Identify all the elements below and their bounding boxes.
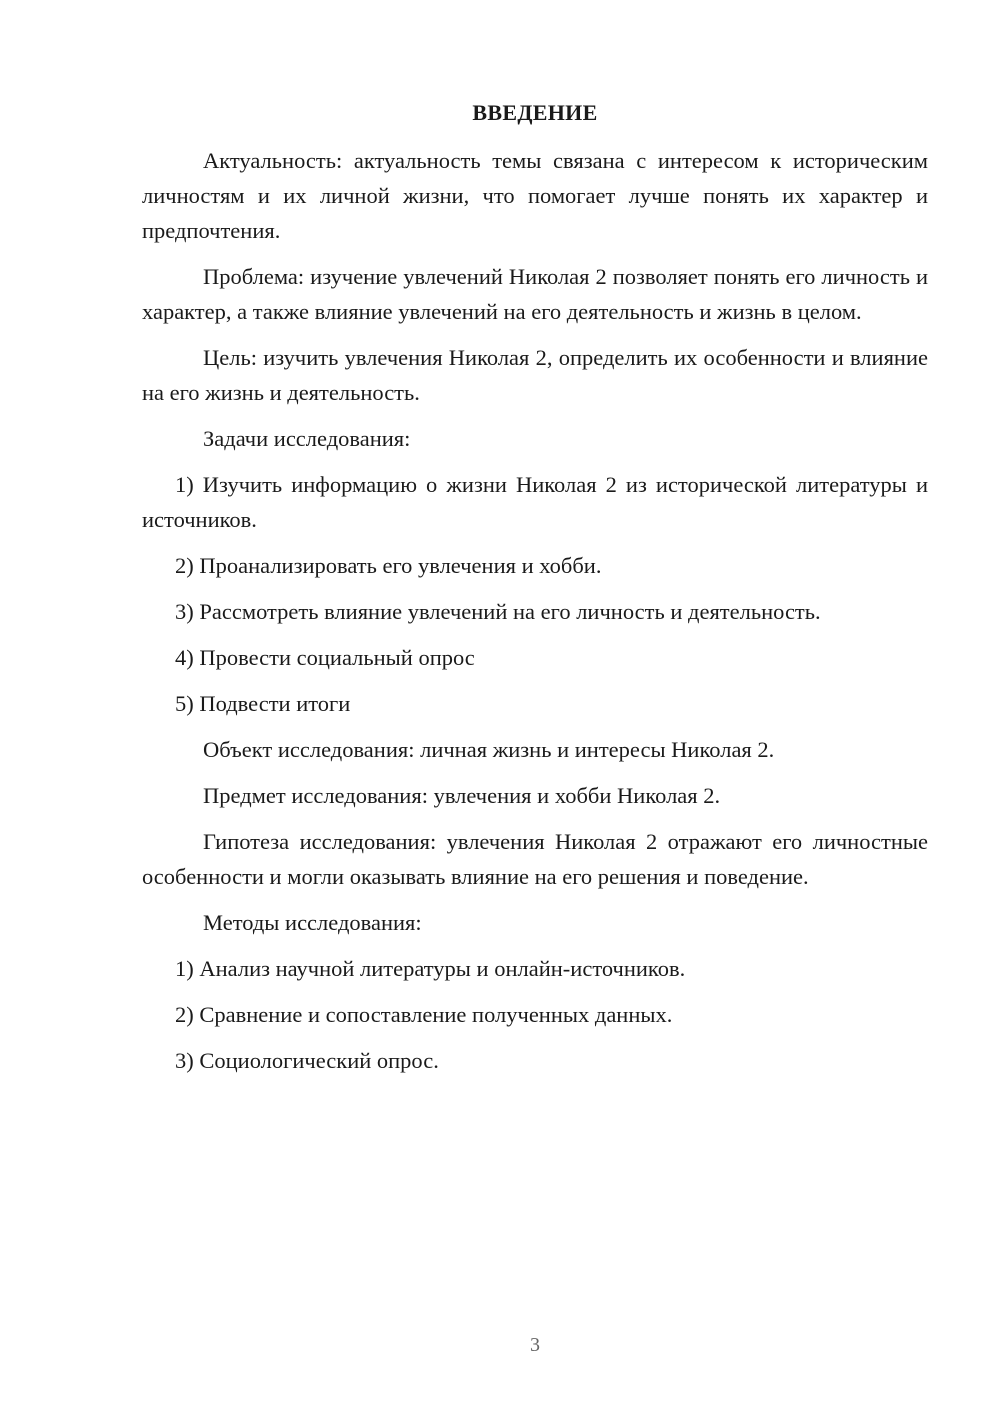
paragraph-goal: Цель: изучить увлечения Николая 2, определить их особенности и влияние на его жизнь и деятельность.: [142, 345, 928, 405]
task-item: 4) Провести социальный опрос: [175, 645, 475, 670]
method-item: 3) Социологический опрос.: [175, 1048, 439, 1073]
task-item: 2) Проанализировать его увлечения и хобби.: [175, 553, 602, 578]
paragraph-object: Объект исследования: личная жизнь и интересы Николая 2.: [203, 737, 775, 762]
paragraph-hypothesis: Гипотеза исследования: увлечения Николая 2 отражают его личностные особенности и могли оказывать влияние на его решения и поведение.: [142, 829, 928, 889]
task-item: 1) Изучить информацию о жизни Николая 2 из исторической литературы и источников.: [142, 472, 928, 532]
paragraph-subject: Предмет исследования: увлечения и хобби Николая 2.: [203, 783, 721, 808]
task-item: 5) Подвести итоги: [175, 691, 351, 716]
task-item: 3) Рассмотреть влияние увлечений на его личность и деятельность.: [175, 599, 821, 624]
tasks-heading: Задачи исследования:: [203, 426, 411, 451]
method-item: 1) Анализ научной литературы и онлайн-источников.: [175, 956, 686, 981]
paragraph-relevance: Актуальность: актуальность темы связана с интересом к историческим личностям и их личной жизни, что помогает лучше понять их характер и предпочтения.: [142, 148, 928, 243]
section-heading: ВВЕДЕНИЕ: [472, 100, 598, 125]
page-number: 3: [530, 1334, 540, 1356]
methods-heading: Методы исследования:: [203, 910, 422, 935]
paragraph-problem: Проблема: изучение увлечений Николая 2 позволяет понять его личность и характер, а также влияние увлечений на его деятельность и жизнь в целом.: [142, 264, 928, 324]
page-content: [142, 95, 928, 1089]
method-item: 2) Сравнение и сопоставление полученных данных.: [175, 1002, 673, 1027]
